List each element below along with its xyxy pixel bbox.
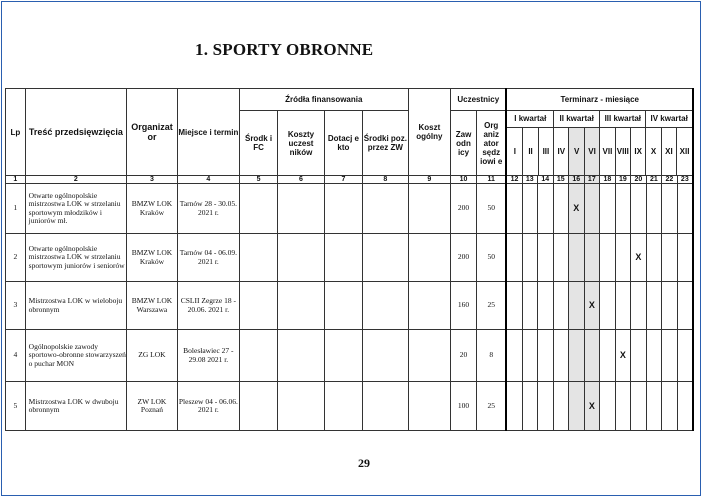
column-number: 7 (324, 176, 362, 184)
month-cell (553, 234, 569, 282)
header-terminarz: Terminarz - miesiące (506, 89, 693, 111)
row-koszt-ogolny (408, 330, 450, 382)
row-koszty-uczestnikow (278, 184, 325, 234)
row-miejsce: Bolesławiec 27 - 29.08 2021 r. (177, 330, 239, 382)
month-cell (677, 382, 693, 431)
row-koszty-uczestnikow (278, 282, 325, 330)
table-row (6, 234, 694, 282)
schedule-mark: X (588, 400, 595, 411)
month-cell (506, 184, 522, 234)
month-cell (631, 330, 647, 382)
month-cell (569, 382, 585, 431)
month-header: XI (661, 127, 676, 175)
month-cell (677, 330, 693, 382)
row-srodki-poz (363, 282, 409, 330)
header-zrodla: Źródła finansowania (239, 89, 408, 111)
column-number: 23 (677, 176, 693, 184)
month-cell (646, 382, 662, 431)
month-header: II (523, 127, 538, 175)
row-koszt-ogolny (408, 382, 450, 431)
row-dotacje (324, 282, 362, 330)
month-header: V (569, 127, 584, 175)
row-srodki-fc (239, 234, 277, 282)
row-organizatorzy: 25 (476, 282, 506, 330)
terminarz-subheader (506, 111, 693, 176)
column-number: 16 (569, 176, 585, 184)
row-koszty-uczestnikow (278, 330, 325, 382)
row-organizatorzy: 50 (476, 234, 506, 282)
row-organizator: ZG LOK (127, 330, 178, 382)
month-cell (615, 282, 631, 330)
month-cell (615, 330, 631, 382)
month-cell (506, 382, 522, 431)
quarter-header: IV kwartał (646, 111, 692, 127)
month-header: I (513, 146, 517, 156)
month-cell (631, 184, 647, 234)
row-miejsce: Tarnów 04 - 06.09. 2021 r. (177, 234, 239, 282)
header-koszty-uczestnikow: Koszty uczest ników (278, 111, 325, 176)
month-cell (600, 330, 616, 382)
row-lp: 4 (6, 330, 26, 382)
row-srodki-fc (239, 282, 277, 330)
row-organizator: BMZW LOK Kraków (127, 234, 178, 282)
month-cell (569, 184, 585, 234)
month-cell (506, 234, 522, 282)
schedule-mark: X (619, 350, 626, 360)
row-dotacje (324, 184, 362, 234)
header-zawodnicy: Zaw odn icy (451, 111, 477, 176)
column-number: 3 (127, 176, 178, 184)
column-number: 21 (646, 176, 662, 184)
month-cell (600, 184, 616, 234)
month-cell (553, 282, 569, 330)
month-cell (569, 282, 585, 330)
month-cell (538, 382, 554, 431)
row-srodki-poz (363, 234, 409, 282)
row-miejsce: Pleszew 04 - 06.06. 2021 r. (177, 382, 239, 431)
table-row (6, 382, 694, 431)
month-cell (662, 382, 678, 431)
row-tresc: Mistrzostwa LOK w wieloboju obronnym (25, 282, 126, 330)
header-lp: Lp (6, 89, 26, 176)
row-organizatorzy: 25 (476, 382, 506, 431)
month-header: IV (554, 127, 569, 175)
header-koszt-ogolny: Koszt ogólny (408, 89, 450, 176)
column-number: 18 (600, 176, 616, 184)
month-cell (522, 184, 538, 234)
header-srodki-poz: Środki poz. przez ZW (363, 111, 409, 176)
month-cell (677, 234, 693, 282)
column-number: 15 (553, 176, 569, 184)
month-cell (600, 382, 616, 431)
column-number: 13 (522, 176, 538, 184)
month-cell (538, 234, 554, 282)
schedule-mark: X (573, 203, 580, 213)
month-cell (506, 282, 522, 330)
row-srodki-fc (239, 382, 277, 431)
month-cell (522, 282, 538, 330)
month-cell (522, 330, 538, 382)
quarter-header: I kwartał (507, 111, 553, 127)
schedule-mark: X (635, 252, 642, 262)
month-cell (600, 234, 616, 282)
table-row (6, 330, 694, 382)
month-cell (631, 282, 647, 330)
month-header: X (646, 127, 661, 175)
column-number: 4 (177, 176, 239, 184)
month-cell (553, 330, 569, 382)
row-srodki-fc (239, 184, 277, 234)
column-number: 22 (662, 176, 678, 184)
row-koszt-ogolny (408, 282, 450, 330)
header-dotacje: Dotacj e kto (324, 111, 362, 176)
column-number: 6 (278, 176, 325, 184)
month-header: VII (600, 127, 615, 175)
row-tresc: Otwarte ogólnopolskie mistrzostwa LOK w strzelaniu sportowym juniorów i seniorów (25, 234, 126, 282)
month-header: IX (630, 127, 645, 175)
column-number: 17 (584, 176, 600, 184)
column-number: 9 (408, 176, 450, 184)
month-cell (522, 234, 538, 282)
schedule-mark: X (588, 300, 595, 310)
row-zawodnicy: 200 (451, 234, 477, 282)
month-cell (615, 234, 631, 282)
month-cell (584, 234, 600, 282)
table-row (6, 282, 694, 330)
quarter-header: II kwartał (554, 111, 600, 127)
row-lp: 2 (6, 234, 26, 282)
row-miejsce: Tarnów 28 - 30.05. 2021 r. (177, 184, 239, 234)
month-cell (646, 184, 662, 234)
column-number: 1 (6, 176, 26, 184)
month-cell (631, 234, 647, 282)
row-zawodnicy: 160 (451, 282, 477, 330)
month-cell (538, 282, 554, 330)
row-tresc: Ogólnopolskie zawody sportowo-obronne stowarzyszeń o puchar MON (25, 330, 126, 382)
column-number: 2 (25, 176, 126, 184)
row-organizator: BMZW LOK Warszawa (127, 282, 178, 330)
month-cell (646, 282, 662, 330)
month-cell (662, 330, 678, 382)
column-number: 20 (631, 176, 647, 184)
month-cell (522, 382, 538, 431)
month-cell (631, 382, 647, 431)
month-header: XII (677, 127, 692, 175)
month-cell (615, 382, 631, 431)
month-cell (584, 382, 600, 431)
row-miejsce: CSLII Zegrze 18 - 20.06. 2021 r. (177, 282, 239, 330)
month-cell (677, 184, 693, 234)
row-koszty-uczestnikow (278, 234, 325, 282)
month-cell (584, 282, 600, 330)
month-header: III (538, 127, 553, 175)
month-cell (646, 234, 662, 282)
month-header: VIII (615, 127, 630, 175)
month-cell (662, 282, 678, 330)
row-organizator: ZW LOK Poznań (127, 382, 178, 431)
column-number: 8 (363, 176, 409, 184)
row-tresc: Mistrzostwa LOK w dwuboju obronnym (25, 382, 126, 431)
month-header: VI (584, 127, 599, 175)
row-dotacje (324, 382, 362, 431)
month-cell (538, 330, 554, 382)
header-srodki-fc: Środk i FC (239, 111, 277, 176)
month-cell (646, 330, 662, 382)
page-title: 1. SPORTY OBRONNE (195, 40, 374, 59)
row-zawodnicy: 200 (451, 184, 477, 234)
month-cell (506, 330, 522, 382)
header-organizator: Organizat or (127, 89, 178, 176)
quarter-header: III kwartał (600, 111, 646, 127)
column-number: 19 (615, 176, 631, 184)
month-cell (538, 184, 554, 234)
column-number: 14 (538, 176, 554, 184)
row-srodki-poz (363, 382, 409, 431)
row-dotacje (324, 330, 362, 382)
row-lp: 3 (6, 282, 26, 330)
page-number: 29 (358, 456, 370, 470)
row-koszty-uczestnikow (278, 382, 325, 431)
row-zawodnicy: 20 (451, 330, 477, 382)
row-lp: 5 (6, 382, 26, 431)
row-koszt-ogolny (408, 234, 450, 282)
row-zawodnicy: 100 (451, 382, 477, 431)
row-dotacje (324, 234, 362, 282)
header-organizatorzy: Org aniz ator sędz iowi e (476, 111, 506, 176)
month-cell (553, 184, 569, 234)
month-cell (553, 382, 569, 431)
table-row (6, 184, 694, 234)
header-tresc: Treść przedsięwzięcia (25, 89, 126, 176)
row-srodki-poz (363, 330, 409, 382)
month-cell (569, 234, 585, 282)
month-cell (662, 184, 678, 234)
row-srodki-poz (363, 184, 409, 234)
column-number: 12 (506, 176, 522, 184)
row-koszt-ogolny (408, 184, 450, 234)
month-cell (584, 330, 600, 382)
month-cell (662, 234, 678, 282)
row-organizatorzy: 50 (476, 184, 506, 234)
row-srodki-fc (239, 330, 277, 382)
header-uczestnicy: Uczestnicy (451, 89, 507, 111)
schedule-table (5, 88, 694, 431)
column-number: 5 (239, 176, 277, 184)
row-organizatorzy: 8 (476, 330, 506, 382)
months-subtable (507, 111, 692, 175)
column-number: 11 (476, 176, 506, 184)
row-lp: 1 (6, 184, 26, 234)
row-tresc: Otwarte ogólnopolskie mistrzostwa LOK w strzelaniu sportowym młodzików i juniorów mł. (25, 184, 126, 234)
month-cell (600, 282, 616, 330)
row-organizator: BMZW LOK Kraków (127, 184, 178, 234)
month-cell (615, 184, 631, 234)
month-cell (677, 282, 693, 330)
month-cell (569, 330, 585, 382)
header-miejsce: Miejsce i termin (177, 89, 239, 176)
column-number: 10 (451, 176, 477, 184)
month-cell (584, 184, 600, 234)
